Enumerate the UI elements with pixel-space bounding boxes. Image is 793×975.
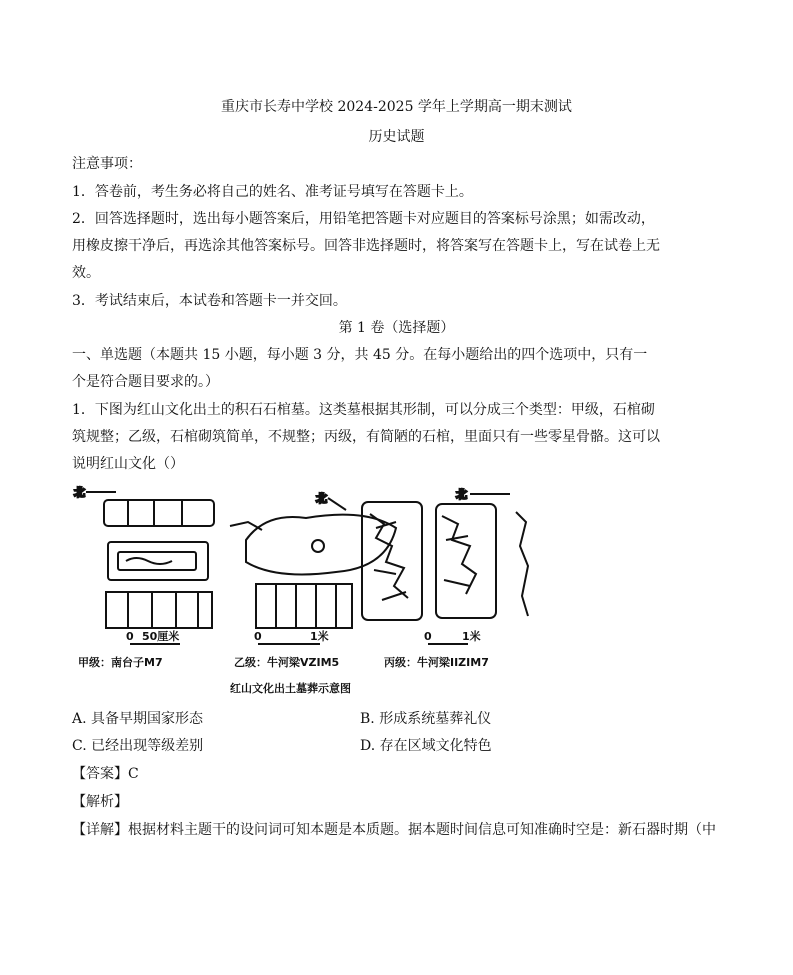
tomb-diagram — [70, 480, 550, 700]
section-heading-line-1: 一、单选题（本题共 15 小题，每小题 3 分，共 45 分。在每小题给出的四个选项中，只有一 — [72, 347, 648, 363]
option-d: D. 存在区域文化特色 — [360, 738, 492, 754]
detail-line: 【详解】根据材料主题干的设问词可知本题是本质题。据本题时间信息可知准确时空是：新石器时期（中 — [72, 822, 716, 838]
scale-label-1: 0 — [126, 630, 134, 643]
scale-label-5: 0 — [424, 630, 432, 643]
question-1-line-3: 说明红山文化（） — [72, 456, 184, 472]
note-line-1: 1．答卷前，考生务必将自己的姓名、准考证号填写在答题卡上。 — [72, 184, 473, 200]
part-title: 第 1 卷（选择题） — [338, 320, 455, 336]
exam-title: 重庆市长寿中学校 2024-2025 学年上学期高一期末测试 — [221, 99, 572, 115]
note-line-3: 用橡皮擦干净后，再选涂其他答案标号。回答非选择题时，将答案写在答题卡上，写在试卷上无 — [72, 238, 660, 254]
scale-label-3: 0 — [254, 630, 262, 643]
option-a: A. 具备早期国家形态 — [72, 711, 204, 727]
north-label-1: 北 — [74, 486, 85, 499]
scale-label-6: 1米 — [462, 630, 481, 643]
grade-label-bing: 丙级：牛河梁IIZIM7 — [384, 656, 489, 669]
north-label-3: 北 — [456, 488, 467, 501]
notes-heading: 注意事项： — [72, 156, 142, 172]
analysis-heading: 【解析】 — [72, 794, 128, 810]
exam-subtitle: 历史试题 — [368, 129, 425, 145]
tomb-diagram-figure — [70, 480, 550, 700]
question-1-line-1: 1．下图为红山文化出土的积石石棺墓。这类墓根据其形制，可以分成三个类型：甲级，石棺砌 — [72, 402, 655, 418]
figure-caption: 红山文化出土墓葬示意图 — [230, 682, 351, 695]
section-heading-line-2: 个是符合题目要求的。） — [72, 374, 219, 390]
scale-label-2: 50厘米 — [142, 630, 180, 643]
grade-label-yi: 乙级：牛河梁VZIM5 — [234, 656, 340, 669]
question-1-line-2: 筑规整；乙级，石棺砌筑简单，不规整；丙级，有简陋的石棺，里面只有一些零星骨骼。这可以 — [72, 429, 660, 445]
note-line-5: 3．考试结束后，本试卷和答题卡一并交回。 — [72, 293, 347, 309]
option-c: C. 已经出现等级差别 — [72, 738, 204, 754]
option-b: B. 形成系统墓葬礼仪 — [360, 711, 492, 727]
grade-label-jia: 甲级：南台子M7 — [78, 656, 163, 669]
north-label-2: 北 — [316, 492, 327, 505]
note-line-2: 2．回答选择题时，选出每小题答案后，用铅笔把答题卡对应题目的答案标号涂黑；如需改动， — [72, 211, 655, 227]
scale-label-4: 1米 — [310, 630, 329, 643]
note-line-4: 效。 — [72, 265, 100, 281]
answer: 【答案】C — [72, 766, 139, 782]
